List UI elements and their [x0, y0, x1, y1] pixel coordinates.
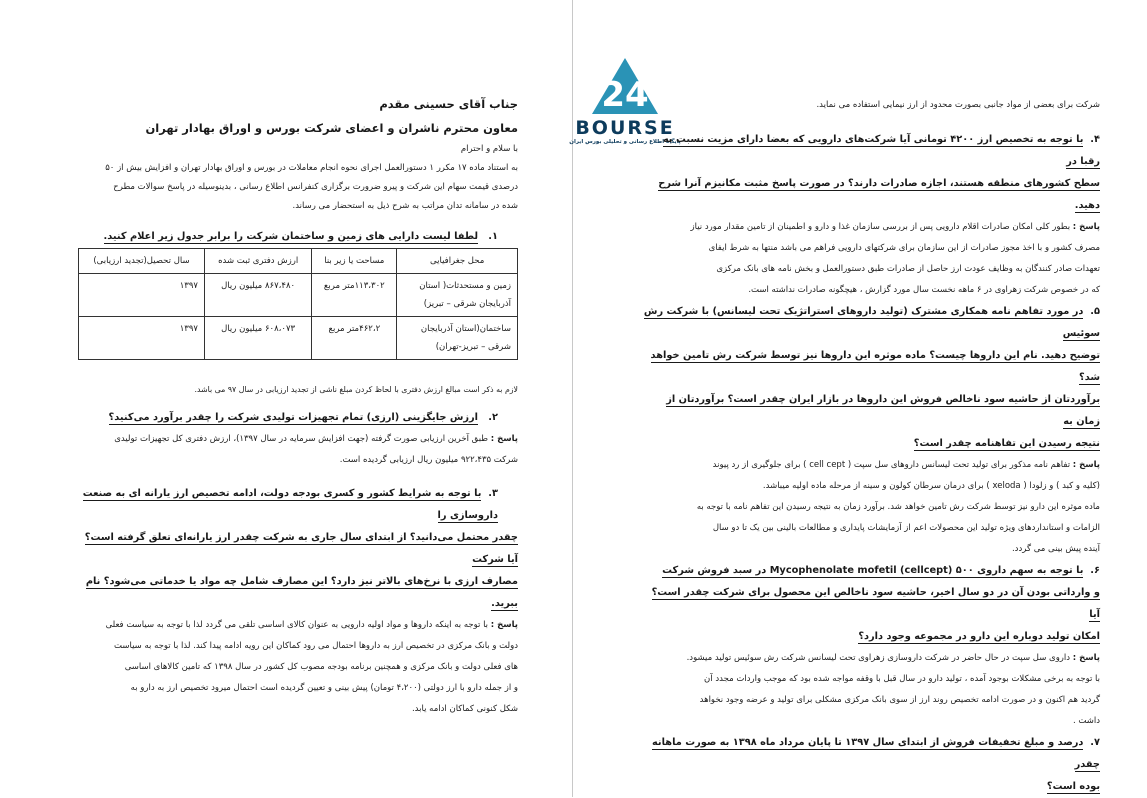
question-7 — [640, 732, 1100, 798]
answer-line: تعهدات صادر کنندگان به وظایف عودت ارز حاصل از صادرات طبق دستورالعمل و بخش نامه های بانک مرکزی — [716, 264, 1100, 274]
answer-label: پاسخ : — [1072, 653, 1100, 663]
answer-3 — [78, 615, 518, 720]
cell-area: ۱۱۳،۳۰۲متر مربع — [312, 274, 397, 317]
question-6 — [640, 560, 1100, 648]
question-number: ۷. — [1090, 737, 1100, 748]
cell-location — [397, 274, 518, 317]
question-text: دهید. — [1074, 200, 1100, 211]
table-row — [79, 317, 518, 360]
question-number: ۱. — [488, 231, 498, 242]
question-5 — [640, 301, 1100, 455]
asset-table — [78, 248, 518, 360]
addressee: جناب آقای حسینی مقدم — [379, 97, 518, 111]
question-2 — [78, 407, 518, 429]
question-text: مصارف ارزی با نرخ‌های بالاتر نیز دارد؟ این مصارف شامل چه مواد یا خدماتی می‌شود؟ نام ببرید. — [85, 576, 518, 609]
answer-label: پاسخ : — [1072, 222, 1100, 232]
intro-line: شده در سامانه تدان مراتب به شرح ذیل به استحضار می رساند. — [292, 201, 518, 211]
answer-line: داشت . — [1072, 716, 1100, 726]
question-text: سطح کشورهای منطقه هستند، اجازه صادرات دارند؟ در صورت پاسخ مثبت مکانیزم آنرا شرح — [658, 178, 1100, 189]
table-row — [79, 274, 518, 317]
answer-line — [640, 217, 1100, 238]
question-text: توضیح دهید. نام این داروها چیست؟ ماده موثره این داروها نیز توسط شرکت رش تامین خواهد شد؟ — [650, 350, 1100, 383]
question-number: ۴. — [1090, 134, 1100, 145]
answer-label: پاسخ : — [490, 620, 518, 630]
cell-year: ۱۳۹۷ — [79, 274, 205, 317]
question-text: با توجه به شرایط کشور و کسری بودجه دولت، ادامه تخصیص ارز یارانه ای به صنعت داروسازی را — [82, 488, 498, 521]
answer-text: طبق آخرین ارزیابی صورت گرفته (جهت افزایش سرمایه در سال ۱۳۹۷)، ارزش دفتری کل تجهیزات تولیدی — [114, 434, 491, 444]
logo-tagline: پایگاه اطلاع رسانی و تحلیلی بورس ایران — [569, 139, 681, 145]
cell-location — [397, 317, 518, 360]
table-header: محل جغرافیایی — [397, 249, 518, 274]
cell-line: زمین و مستحدثات( استان — [419, 281, 511, 291]
answer-2 — [78, 429, 518, 471]
question-text: با توجه به سهم داروی ۵۰۰ Mycophenolate mofetil (cellcept) در سبد فروش شرکت — [662, 565, 1084, 576]
table-header-row — [79, 249, 518, 274]
question-line — [640, 173, 1100, 195]
answer-line: آینده پیش بینی می گردد. — [1011, 544, 1100, 554]
question-1 — [78, 226, 518, 248]
question-line — [640, 776, 1100, 798]
question-line — [640, 582, 1100, 626]
question-text: چقدر محتمل می‌دانید؟ از ابتدای سال جاری به شرکت چقدر ارز یارانه‌ای تعلق گرفته است؟ آیا شرکت — [84, 532, 518, 565]
answer-line: گردید هم اکنون و در صورت ادامه تخصیص روند ارز از سوی بانک مرکزی مشکلی برای تولید و عرضه وجود نخواهد — [699, 695, 1100, 705]
question-text: نتیجه رسیدن این تفاهنامه چقدر است؟ — [913, 438, 1100, 449]
cell-line: شرقی – تبریز-تهران) — [435, 342, 511, 352]
answer-line: شکل کنونی کماکان ادامه یابد. — [411, 704, 518, 714]
answer-text: تفاهم نامه مذکور برای تولید تحت لیسانس داروهای سل سپت ( cell cept ) برای جلوگیری از رد پیوند — [712, 460, 1073, 470]
question-text: بوده است؟ — [1046, 781, 1100, 792]
table-header: ارزش دفتری ثبت شده — [204, 249, 311, 274]
addressee-title: معاون محترم ناشران و اعضای شرکت بورس و اوراق بهادار تهران — [145, 121, 518, 135]
question-number: ۵. — [1090, 306, 1100, 317]
question-line — [640, 389, 1100, 433]
question-line — [78, 527, 518, 571]
answer-line — [640, 455, 1100, 476]
cell-year: ۱۳۹۷ — [79, 317, 205, 360]
question-number: ۳. — [488, 488, 498, 499]
question-text: برآوردتان از حاشیه سود ناخالص فروش این داروها در بازار ایران چقدر است؟ برآوردتان از زمان به — [666, 394, 1100, 427]
table-header: سال تحصیل(تجدید ارزیابی) — [79, 249, 205, 274]
answer-line — [640, 648, 1100, 669]
question-line — [640, 626, 1100, 648]
continuation-text: شرکت برای بعضی از مواد جانبی بصورت محدود از ارز نیمایی استفاده می نماید. — [816, 100, 1100, 110]
answer-text: بطور کلی امکان صادرات اقلام دارویی پس از بررسی سازمان غذا و دارو و اطمینان از تامین مقدار مورد نیاز — [690, 222, 1073, 232]
answer-line: های فعلی دولت و بانک مرکزی و همچنین برنامه بودجه مصوب کل کشور در سال ۱۳۹۸ که تامین کالاهای اساسی — [124, 662, 518, 672]
answer-line: ماده موثره این دارو نیز توسط شرکت رش تامین خواهد شد. برآورد زمان به نتیجه رسیدن این تفاهم نامه با توجه به — [696, 502, 1100, 512]
question-line — [640, 433, 1100, 455]
question-line — [640, 301, 1100, 345]
answer-6 — [640, 648, 1100, 732]
question-number: ۶. — [1090, 565, 1100, 576]
logo-numeral: 24 — [601, 75, 649, 115]
answer-line: و از جمله دارو با ارز دولتی (۴،۲۰۰ تومان) پیش بینی و تعیین گردیده است احتمال میرود تخصیص ارز به دارو به — [130, 683, 518, 693]
question-line — [78, 483, 518, 527]
question-line — [640, 345, 1100, 389]
answer-label: پاسخ : — [490, 434, 518, 444]
answer-label: پاسخ : — [1072, 460, 1100, 470]
question-text: و وارداتی بودن آن در دو سال اخیر، حاشیه سود ناخالص این محصول برای شرکت چقدر است؟ آیا — [651, 587, 1100, 620]
logo-brand: BOURSE — [575, 117, 675, 139]
question-3 — [78, 483, 518, 615]
answer-line — [78, 615, 518, 636]
cell-line: آذربایجان شرقی – تبریز) — [423, 299, 511, 309]
question-line — [640, 129, 1100, 173]
answer-5 — [640, 455, 1100, 560]
answer-line: دولت و بانک مرکزی در تخصیص ارز به داروها احتمال می رود کماکان این رویه ادامه پیدا کند. لذا با توجه به سیاست — [114, 641, 518, 651]
question-text: لطفا لیست دارایی های زمین و ساختمان شرکت را برابر جدول زیر اعلام کنید. — [103, 231, 479, 242]
answer-line: الزامات و استانداردهای ویژه تولید این محصولات اعم از آزمایشات پایداری و مطالعات بالینی بین یک تا دو سال — [712, 523, 1100, 533]
cell-value: ۶۰۸،۰۷۳ میلیون ریال — [204, 317, 311, 360]
answer-text: با توجه به اینکه داروها و مواد اولیه دارویی به عنوان کالای اساسی تلقی می گردد لذا با توجه به سیاست فعلی — [105, 620, 491, 630]
question-text: درصد و مبلغ تخفیفات فروش از ابتدای سال ۱۳۹۷ تا پایان مرداد ماه ۱۳۹۸ به صورت ماهانه چقدر — [651, 737, 1100, 770]
question-number: ۲. — [488, 412, 498, 423]
answer-line: که در خصوص شرکت زهراوی در ۶ ماهه نخست سال مورد گزارش ، هیچگونه صادرات نداشته است. — [748, 285, 1100, 295]
answer-line: شرکت ۹۲۲،۴۳۵ میلیون ریال ارزیابی گردیده است. — [339, 455, 518, 465]
right-page — [640, 96, 1100, 798]
cell-value: ۸۶۷،۴۸۰ میلیون ریال — [204, 274, 311, 317]
table-header: مساحت یا زیر بنا — [312, 249, 397, 274]
answer-line — [78, 429, 518, 450]
question-text: با توجه به تخصیص ارز ۴۲۰۰ تومانی آیا شرکت‌های دارویی که بعضا دارای مزیت نسبت به رقبا در — [662, 134, 1100, 167]
question-line — [640, 732, 1100, 776]
cell-line: ساختمان(استان آذربایجان — [420, 324, 511, 334]
intro-line: درصدی قیمت سهام این شرکت و پیرو ضرورت برگزاری کنفرانس اطلاع رسانی ، بدینوسیله در پاسخ سوالات مطرح — [113, 182, 518, 192]
answer-4 — [640, 217, 1100, 301]
greeting: با سلام و احترام — [460, 144, 518, 154]
question-line — [640, 195, 1100, 217]
answer-line: مصرف کشور و با اخذ مجوز صادرات از این سازمان برای شرکتهای دارویی فراهم می باشد منتها به شرط ایفای — [708, 243, 1100, 253]
table-note: لازم به ذکر است مبالغ ارزش دفتری با لحاظ کردن مبلغ ناشی از تجدید ارزیابی در سال ۹۷ می باشد. — [194, 385, 518, 394]
question-text: ارزش جایگزینی (ارزی) تمام تجهیزات تولیدی شرکت را چقدر برآورد می‌کنید؟ — [108, 412, 479, 423]
answer-line: با توجه به برخی مشکلات بوجود آمده ، تولید دارو در سال قبل با وقفه مواجه شده بود که موجب واردات مجدد آن — [704, 674, 1100, 684]
question-line — [640, 560, 1100, 582]
intro-line: به استناد ماده ۱۷ مکرر ۱ دستورالعمل اجرای نحوه انجام معاملات در بورس و اوراق بهادار تهران و افزایش بیش از ۵۰ — [105, 163, 518, 173]
left-page — [78, 92, 518, 720]
question-text: امکان تولید دوباره این دارو در مجموعه وجود دارد؟ — [858, 631, 1100, 642]
question-line — [78, 571, 518, 615]
question-4 — [640, 129, 1100, 217]
question-text: در مورد تفاهم نامه همکاری مشترک (تولید داروهای استراتژیک تحت لیسانس) با شرکت رش سوئیس — [643, 306, 1100, 339]
answer-line: (کلیه و کبد ) و زلودا ( xeloda ) برای درمان سرطان کولون و سینه از مرحله ماده اولیه میباشد. — [762, 481, 1100, 491]
answer-text: داروی سل سپت در حال حاضر در شرکت داروسازی زهراوی تحت لیسانس شرکت رش سوئیس تولید میشود. — [686, 653, 1073, 663]
cell-area: ۴۶۲،۲متر مربع — [312, 317, 397, 360]
